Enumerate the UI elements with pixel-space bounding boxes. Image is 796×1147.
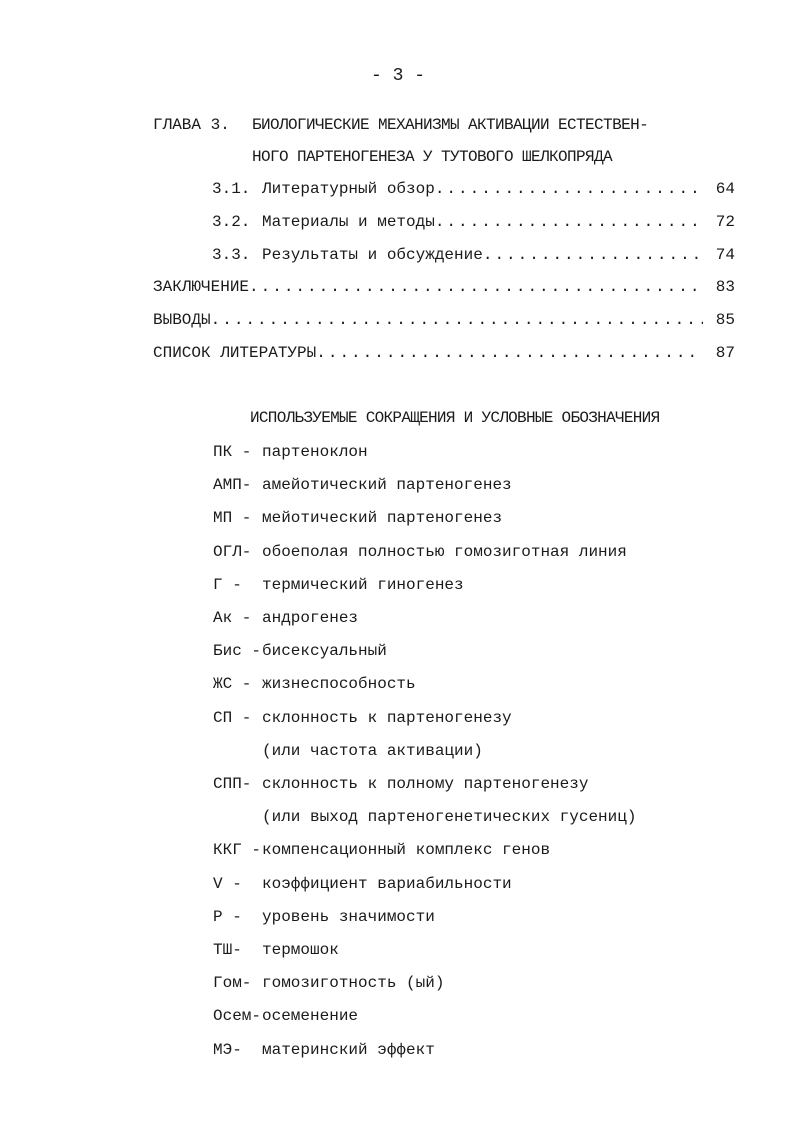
abbreviation: МП -	[213, 509, 252, 528]
abbreviation-item	[213, 907, 435, 927]
abbreviation-item	[213, 840, 550, 860]
abbreviation: ОГЛ-	[213, 542, 252, 561]
abbreviation-item	[213, 674, 416, 694]
abbreviation-item	[213, 973, 444, 993]
abbreviation: СПП-	[213, 775, 252, 793]
chapter-title-line1: БИОЛОГИЧЕСКИЕ МЕХАНИЗМЫ АКТИВАЦИИ ЕСТЕСТВЕН-	[252, 116, 649, 134]
abbreviation-definition: бисексуальный	[262, 642, 387, 661]
abbreviation: СП -	[213, 708, 252, 727]
abbreviation-definition: обоеполая полностью гомозиготная линия	[262, 542, 627, 561]
abbreviation: V -	[213, 874, 242, 893]
toc-number: 3.3.	[212, 246, 251, 264]
abbreviation-definition: осеменение	[262, 1007, 359, 1026]
dot-leader	[435, 212, 703, 232]
abbreviations-heading: ИСПОЛЬЗУЕМЫЕ СОКРАЩЕНИЯ И УСЛОВНЫЕ ОБОЗНАЧЕНИЯ	[250, 409, 660, 427]
toc-entry	[153, 310, 735, 330]
toc-title: СПИСОК ЛИТЕРАТУРЫ	[153, 344, 317, 362]
abbreviation-item	[213, 940, 339, 960]
abbreviation-item	[213, 807, 636, 827]
abbreviation-item	[213, 542, 627, 562]
abbreviation-item	[213, 1040, 435, 1060]
toc-page: 72	[715, 213, 735, 231]
abbreviation: Р -	[213, 907, 242, 926]
abbreviation-item	[213, 608, 358, 628]
abbreviation: Бис -	[213, 642, 262, 661]
abbreviation-definition: партеноклон	[262, 443, 368, 461]
chapter-title-line2: НОГО ПАРТЕНОГЕНЕЗА У ТУТОВОГО ШЕЛКОПРЯДА	[252, 148, 613, 166]
abbreviation-item	[213, 708, 512, 728]
abbreviation-item	[213, 508, 502, 528]
abbreviation: ПК -	[213, 443, 252, 461]
toc-entry	[212, 179, 735, 199]
abbreviation: АМП-	[213, 476, 252, 495]
abbreviation-definition: коэффициент вариабильности	[262, 874, 512, 893]
toc-title: ВЫВОДЫ	[153, 311, 211, 329]
abbreviation-definition: (или частота активации)	[262, 741, 483, 760]
toc-title: Результаты и обсуждение	[262, 246, 483, 264]
abbreviation-item	[213, 442, 368, 462]
toc-number: 3.1.	[212, 180, 251, 198]
abbreviation: Гом-	[213, 974, 252, 993]
toc-entry	[153, 277, 735, 297]
toc-page: 87	[715, 344, 735, 362]
toc-entry	[153, 343, 735, 363]
abbreviation-definition: термический гиногенез	[262, 575, 464, 594]
abbreviation-item	[213, 1006, 358, 1026]
toc-title: ЗАКЛЮЧЕНИЕ	[153, 278, 250, 296]
abbreviation-definition: термошок	[262, 941, 339, 959]
abbreviation: ЖС -	[213, 675, 252, 694]
toc-number: 3.2.	[212, 213, 251, 231]
dot-leader	[316, 343, 703, 363]
abbreviation: Ак -	[213, 609, 252, 627]
page-number: - 3 -	[370, 66, 425, 86]
toc-title: Материалы и методы	[262, 213, 435, 231]
abbreviation-definition: андрогенез	[262, 609, 359, 627]
abbreviation-item	[213, 741, 483, 761]
dot-leader	[249, 277, 703, 297]
abbreviation-definition: материнский эффект	[262, 1040, 435, 1059]
toc-entry	[212, 212, 735, 232]
toc-page: 83	[715, 278, 735, 296]
toc-page: 74	[715, 246, 735, 264]
abbreviation-definition: компенсационный комплекс генов	[262, 841, 551, 860]
toc-page: 85	[715, 311, 735, 329]
abbreviation-item	[213, 475, 512, 495]
chapter-label: ГЛАВА 3.	[153, 116, 230, 134]
abbreviation-definition: уровень значимости	[262, 907, 435, 926]
abbreviation-definition: склонность к полному партеногенезу	[262, 775, 589, 793]
dot-leader	[211, 310, 703, 330]
dot-leader	[483, 245, 703, 265]
abbreviation-item	[213, 774, 588, 794]
abbreviation: Г -	[213, 575, 242, 594]
abbreviation-item	[213, 641, 387, 661]
abbreviation: ККГ -	[213, 841, 262, 860]
abbreviation-definition: мейотический партеногенез	[262, 509, 503, 528]
abbreviation-definition: (или выход партеногенетических гусениц)	[262, 808, 637, 827]
abbreviation-definition: склонность к партеногенезу	[262, 708, 512, 727]
toc-page: 64	[715, 180, 735, 198]
abbreviation: МЭ-	[213, 1040, 242, 1059]
abbreviation: ТШ-	[213, 941, 242, 959]
abbreviation-item	[213, 575, 464, 595]
abbreviation-definition: гомозиготность (ый)	[262, 974, 445, 993]
abbreviation-definition: амейотический партеногенез	[262, 476, 512, 495]
dot-leader	[435, 179, 703, 199]
abbreviation: Осем-	[213, 1007, 262, 1026]
toc-title: Литературный обзор	[262, 180, 435, 198]
abbreviation-item	[213, 874, 512, 894]
abbreviation-definition: жизнеспособность	[262, 675, 416, 694]
toc-entry	[212, 245, 735, 265]
